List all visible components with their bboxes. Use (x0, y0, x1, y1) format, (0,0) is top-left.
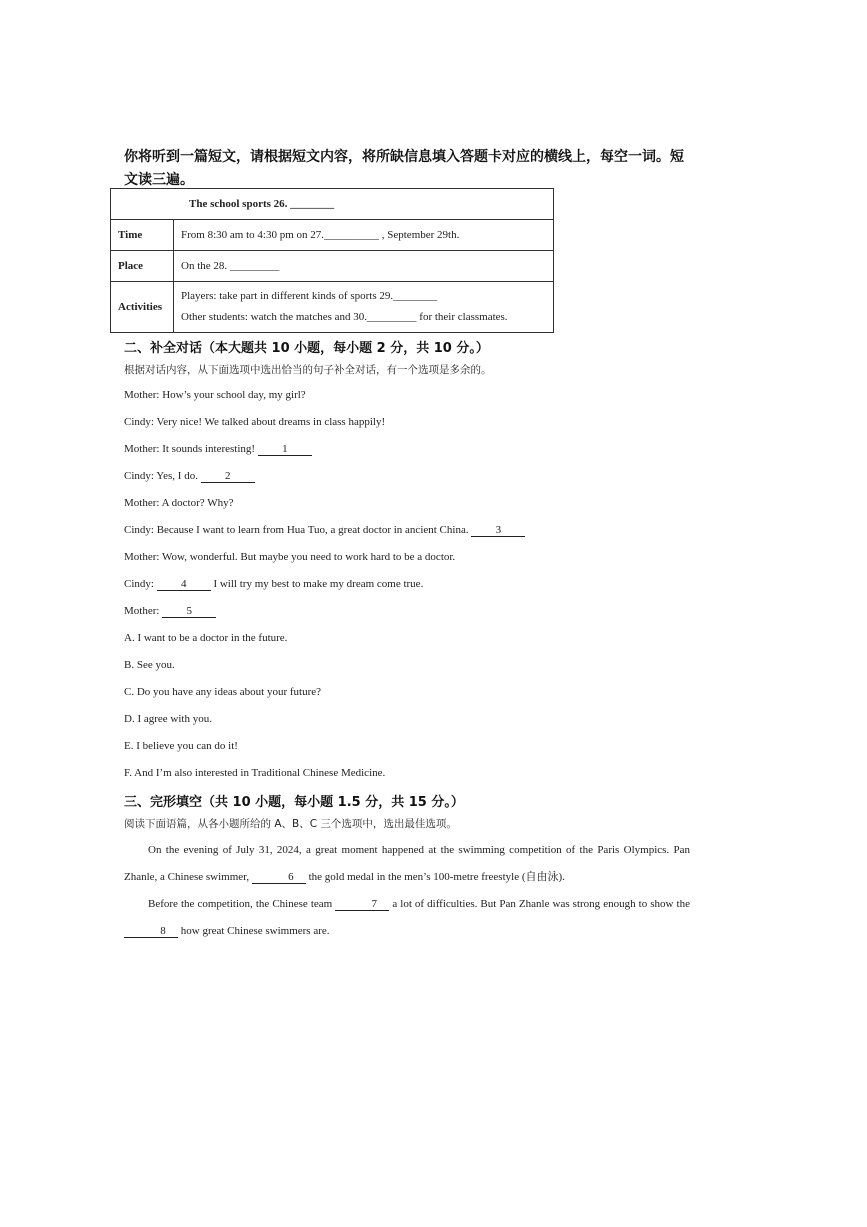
cloze-paragraph-2 (124, 891, 690, 945)
option-line: D. I agree with you. (124, 713, 212, 725)
line-text: Mother: It sounds interesting! (124, 443, 258, 455)
section3-instruction: 阅读下面语篇，从各小题所给的 A、B、C 三个选项中，选出最佳选项。 (124, 818, 457, 830)
option-line: B. See you. (124, 659, 175, 671)
listening-info-table (110, 188, 554, 333)
answer-blank: 6 (252, 871, 306, 884)
option-line: C. Do you have any ideas about your future? (124, 686, 322, 698)
line-text: I will try my best to make my dream come true. (210, 578, 424, 590)
option-line: A. I want to be a doctor in the future. (124, 632, 288, 644)
para-text: a lot of difficulties. But Pan Zhanle was strong enough to show the (389, 898, 690, 910)
dialogue-line (124, 470, 255, 483)
row-label-time: Time (111, 220, 174, 251)
table-title: The school sports 26. ________ (111, 189, 554, 220)
row-label-place: Place (111, 251, 174, 282)
line-text: Cindy: (124, 578, 157, 590)
answer-blank: 8 (124, 925, 178, 938)
option-line: F. And I’m also interested in Traditional Chinese Medicine. (124, 767, 386, 779)
answer-blank: 2 (201, 470, 255, 483)
answer-blank: 5 (162, 605, 216, 618)
dialogue-line: Mother: How’s your school day, my girl? (124, 389, 306, 401)
listening-instruction: 你将听到一篇短文，请根据短文内容，将所缺信息填入答题卡对应的横线上，每空一词。短文读三遍。 (124, 149, 684, 188)
answer-blank: 1 (258, 443, 312, 456)
row-value-activities (174, 282, 554, 333)
row-label-activities: Activities (111, 282, 174, 333)
answer-blank: 7 (335, 898, 389, 911)
section2-heading: 二、补全对话（本大题共 10 小题，每小题 2 分，共 10 分。） (124, 341, 489, 356)
section3-heading: 三、完形填空（共 10 小题，每小题 1.5 分，共 15 分。） (124, 795, 464, 810)
dialogue-line (124, 443, 312, 456)
line-text: Mother: (124, 605, 163, 617)
activities-players: Players: take part in different kinds of sports 29.________ (181, 290, 438, 302)
dialogue-line (124, 605, 216, 618)
row-value-time: From 8:30 am to 4:30 pm on 27.__________ , September 29th. (174, 220, 554, 251)
section2-instruction: 根据对话内容，从下面选项中选出恰当的句子补全对话，有一个选项是多余的。 (124, 364, 492, 376)
para-text: On the evening of July 31, 2024, a great moment happened at the swimming competition of the Paris Olympics. Pan Zhanle, a Chinese swimmer, (124, 844, 690, 883)
dialogue-line: Cindy: Very nice! We talked about dreams in class happily! (124, 416, 386, 428)
line-text: Cindy: Because I want to learn from Hua Tuo, a great doctor in ancient China. (124, 524, 472, 536)
para-text: Before the competition, the Chinese team (148, 898, 336, 910)
row-value-place: On the 28. _________ (174, 251, 554, 282)
option-line: E. I believe you can do it! (124, 740, 238, 752)
table-row (111, 251, 554, 282)
answer-blank: 4 (157, 578, 211, 591)
answer-blank: 3 (471, 524, 525, 537)
dialogue-line (124, 578, 423, 591)
cloze-paragraph-1 (124, 837, 690, 891)
para-text: the gold medal in the men’s 100-metre freestyle (自由泳). (305, 871, 565, 883)
line-text: Cindy: Yes, I do. (124, 470, 201, 482)
dialogue-line: Mother: Wow, wonderful. But maybe you need to work hard to be a doctor. (124, 551, 456, 563)
table-row (111, 220, 554, 251)
dialogue-line (124, 524, 525, 537)
activities-students: Other students: watch the matches and 30._________ for their classmates. (181, 311, 508, 323)
table-row (111, 282, 554, 333)
para-text: how great Chinese swimmers are. (178, 925, 330, 937)
dialogue-line: Mother: A doctor? Why? (124, 497, 234, 509)
